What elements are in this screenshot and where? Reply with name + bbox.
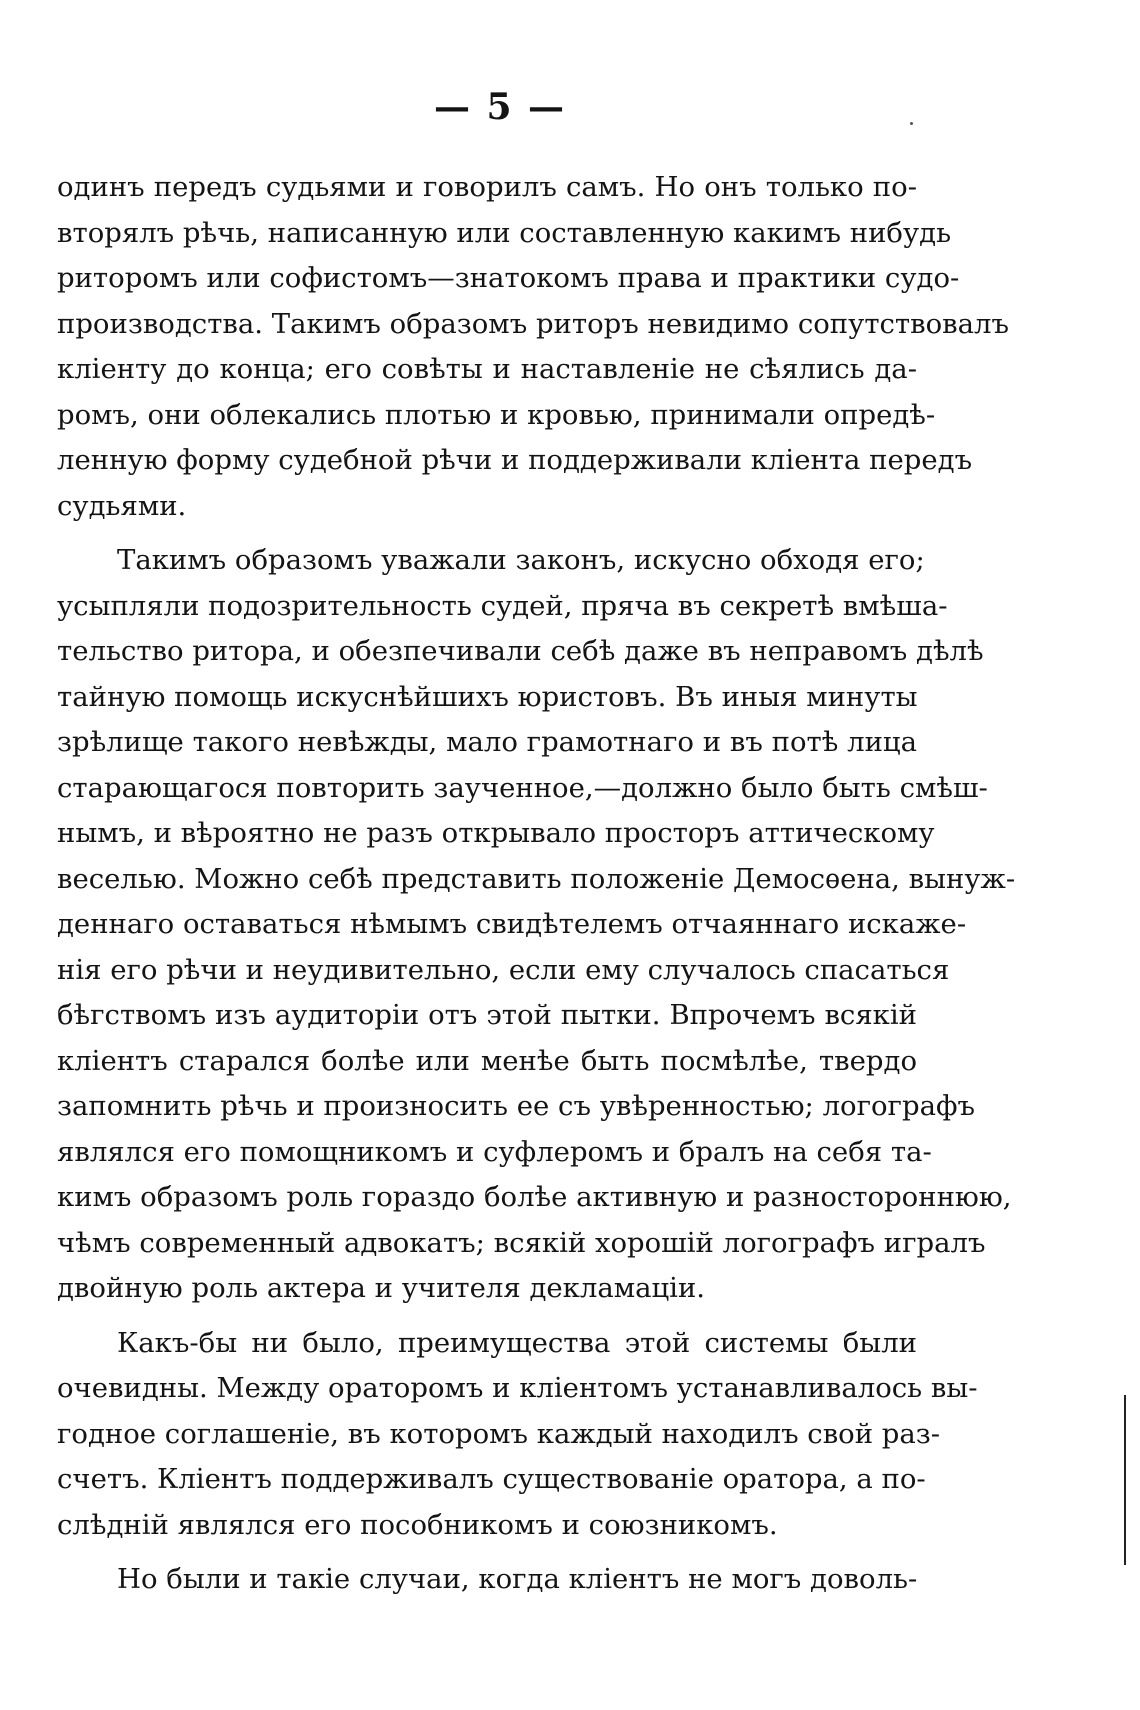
- text-line: старающагося повторить заученное,—должно было быть смѣш-: [57, 771, 988, 804]
- text-line: ленную форму судебной рѣчи и поддерживали кліента передъ: [57, 444, 973, 476]
- text-line: производства. Такимъ образомъ риторъ невидимо сопутствовалъ: [57, 307, 1010, 340]
- paragraph-3: [57, 1321, 978, 1549]
- text-line: зрѣлище такого невѣжды, мало грамотнаго и въ потѣ лица: [57, 726, 917, 758]
- text-line: тельство ритора, и обезпечивали себѣ даже въ неправомъ дѣлѣ: [57, 635, 984, 667]
- paragraph-1: [57, 165, 1010, 529]
- page-edge-line: [1124, 1395, 1126, 1565]
- body-text: [57, 165, 1016, 1603]
- paragraph-4: [57, 1557, 917, 1603]
- text-line: счетъ. Кліентъ поддерживалъ существованіе оратора, а по-: [57, 1463, 926, 1495]
- text-line: вторялъ рѣчь, написанную или составленную какимъ нибудь: [57, 216, 952, 249]
- text-line: веселью. Можно себѣ представить положеніе Демосѳена, вынуж-: [57, 862, 1016, 895]
- text-line: ромъ, они облекались плотью и кровью, принимали опредѣ-: [57, 398, 936, 431]
- text-line: усыпляли подозрительность судей, пряча въ секретѣ вмѣша-: [57, 589, 948, 622]
- text-line: риторомъ или софистомъ—знатокомъ права и практики судо-: [57, 262, 960, 294]
- paragraph-2: [57, 538, 1016, 1312]
- text-line: одинъ передъ судьями и говорилъ самъ. Но онъ только по-: [57, 171, 917, 203]
- text-line: запомнить рѣчь и произносить ее съ увѣренностью; логографъ: [57, 1090, 975, 1122]
- text-line: кимъ образомъ роль гораздо болѣе активную и разностороннюю,: [57, 1181, 1012, 1213]
- text-line: кліенту до конца; его совѣты и наставленіе не сѣялись да-: [57, 353, 917, 385]
- text-line: слѣдній являлся его пособникомъ и союзникомъ.: [57, 1508, 778, 1541]
- text-line: тайную помощь искуснѣйшихъ юристовъ. Въ иныя минуты: [57, 680, 918, 713]
- text-line: двойную роль актера и учителя декламаціи.: [57, 1272, 706, 1304]
- text-line: нымъ, и вѣроятно не разъ открывало просторъ аттическому: [57, 817, 935, 849]
- text-line: нія его рѣчи и неудивительно, если ему случалось спасаться: [57, 953, 950, 986]
- text-line: Но были и такіе случаи, когда кліентъ не могъ доволь-: [117, 1563, 918, 1595]
- text-line: очевидны. Между ораторомъ и кліентомъ устанавливалось вы-: [57, 1372, 978, 1404]
- text-line: являлся его помощникомъ и суфлеромъ и бралъ на себя та-: [57, 1135, 932, 1168]
- text-line: бѣгствомъ изъ аудиторіи отъ этой пытки. Впрочемъ всякій: [57, 999, 917, 1031]
- text-line: кліентъ старался болѣе или менѣе быть посмѣлѣе, твердо: [57, 1044, 917, 1077]
- page-number: — 5 —: [433, 86, 567, 128]
- text-line: судьями.: [57, 489, 187, 522]
- text-line: годное соглашеніе, въ которомъ каждый находилъ свой раз-: [57, 1417, 941, 1450]
- text-line: Такимъ образомъ уважали законъ, искусно обходя его;: [117, 544, 925, 576]
- text-line: деннаго оставаться нѣмымъ свидѣтелемъ отчаяннаго искаже-: [57, 908, 967, 940]
- text-line: Какъ-бы ни было, преимущества этой системы были: [117, 1326, 917, 1359]
- text-line: чѣмъ современный адвокатъ; всякій хорошій логографъ игралъ: [57, 1226, 986, 1259]
- scan-speck: [910, 122, 913, 125]
